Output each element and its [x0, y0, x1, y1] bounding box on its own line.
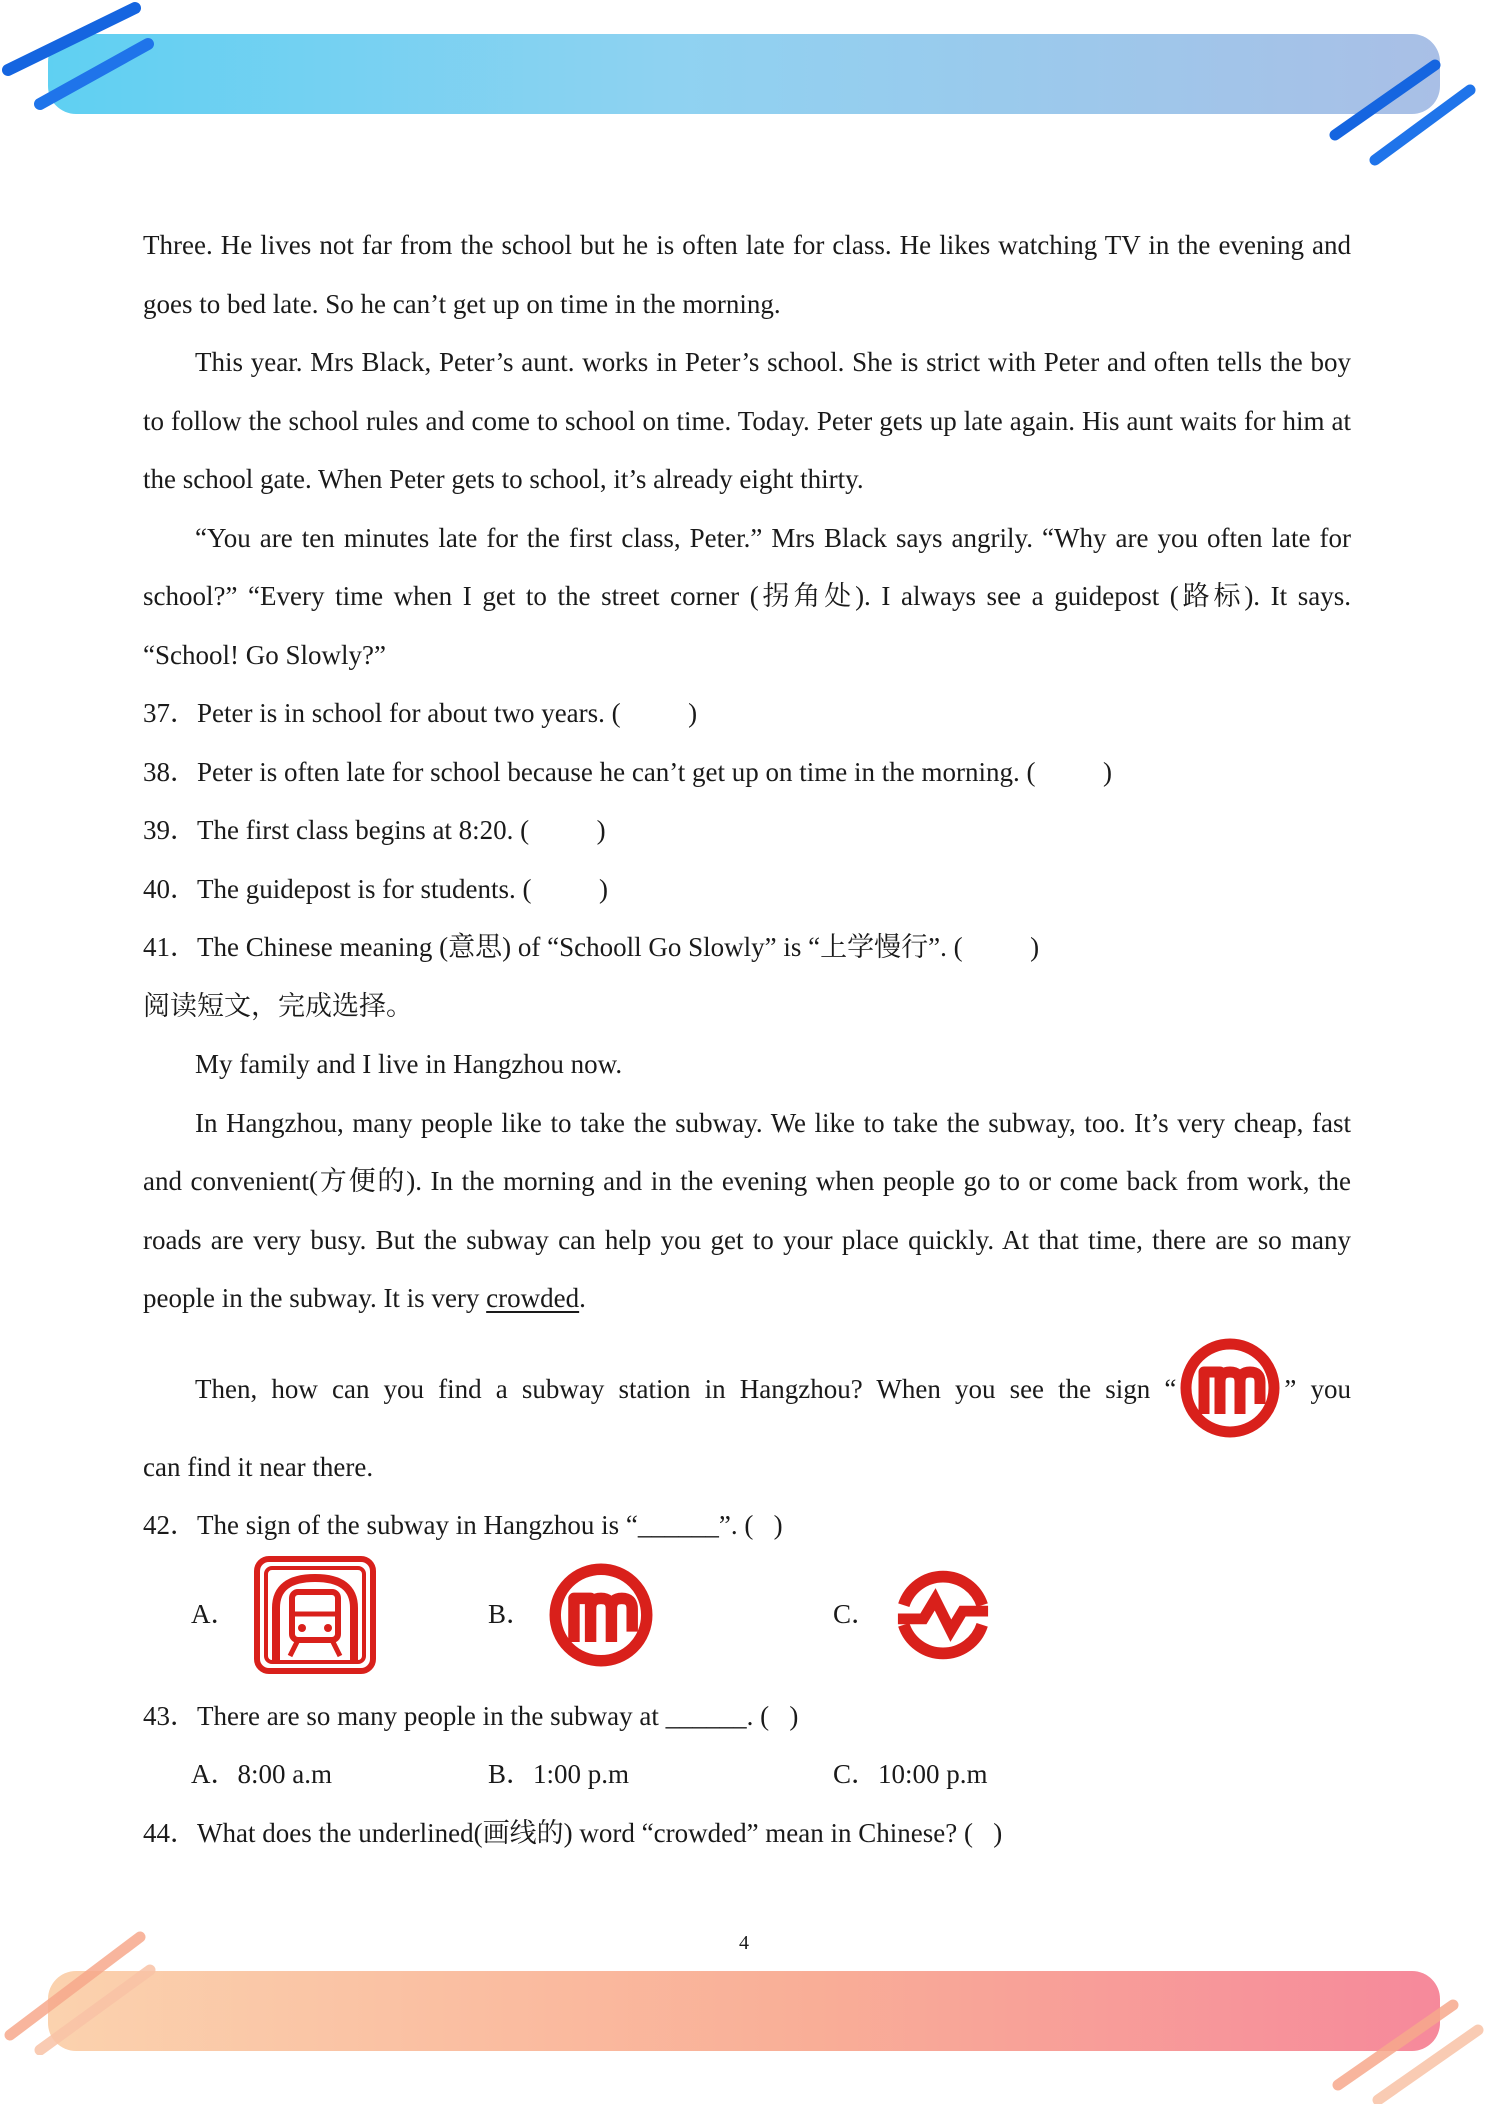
- shanghai-metro-logo-icon: [894, 1566, 992, 1664]
- question-40: 40．The guidepost is for students. ( ): [143, 873, 608, 904]
- option-label: C．: [833, 1599, 879, 1630]
- hangzhou-metro-logo-icon: [1180, 1338, 1280, 1438]
- hangzhou-metro-logo-icon: [549, 1563, 653, 1667]
- option-label: A．: [191, 1599, 238, 1630]
- question-43: 43．There are so many people in the subway at ______. ( ): [143, 1700, 799, 1731]
- passage2-paragraph-3-cont: can find it near there.: [143, 1451, 374, 1482]
- option-43-c[interactable]: C．10:00 p.m: [833, 1759, 988, 1789]
- question-37: 37．Peter is in school for about two years. ( ): [143, 698, 698, 728]
- option-43-a[interactable]: A．8:00 a.m: [191, 1759, 332, 1789]
- header-banner: [48, 34, 1440, 114]
- page-number: 4: [739, 1932, 749, 1954]
- section-instruction: 阅读短文，完成选择。: [143, 990, 413, 1021]
- passage1-paragraph-3: “You are ten minutes late for the first class, Peter.” Mrs Black says angrily. “Why are you often late for school?” “Every time when I get to the street corner (拐角处). I always see a guidepost (路标). It says. “School! Go Slowly?”: [143, 522, 1351, 670]
- question-42-options: [143, 1555, 1351, 1675]
- question-44: 44．What does the underlined(画线的) word “crowded” mean in Chinese? ( ): [143, 1817, 1003, 1848]
- option-42-a[interactable]: [191, 1555, 376, 1675]
- question-39: 39．The first class begins at 8:20. ( ): [143, 815, 606, 845]
- metro-train-logo-icon: [254, 1556, 376, 1674]
- footer-banner: [48, 1971, 1440, 2051]
- passage2-paragraph-3-text: Then, how can you find a subway station in Hangzhou? When you see the sign “: [195, 1373, 1177, 1404]
- passage2-paragraph-1: My family and I live in Hangzhou now.: [195, 1049, 623, 1079]
- question-38: 38．Peter is often late for school because he can’t get up on time in the morning. ( ): [143, 756, 1112, 787]
- passage2-paragraph-3-tail: ” you: [1284, 1373, 1351, 1404]
- passage2-paragraph-3: [143, 1342, 1351, 1432]
- option-label: B．: [488, 1599, 534, 1630]
- passage2-paragraph-2: [143, 1094, 1351, 1328]
- passage1-paragraph-2: This year. Mrs Black, Peter’s aunt. works in Peter’s school. She is strict with Peter and often tells the boy to follow the school rules and come to school on time. Today. Peter gets up late again. His aunt waits for him at the school gate. When Peter gets to school, it’s already eight thirty.: [143, 347, 1351, 494]
- question-42: 42．The sign of the subway in Hangzhou is “______”. ( ): [143, 1510, 783, 1540]
- option-42-c[interactable]: [833, 1555, 992, 1675]
- option-43-b[interactable]: B．1:00 p.m: [488, 1759, 630, 1789]
- passage2-paragraph-2-end: .: [579, 1283, 586, 1313]
- passage2-paragraph-2-text: In Hangzhou, many people like to take the subway. We like to take the subway, too. It’s very cheap, fast and convenient(方便的). In the morning and in the evening when people go to or come back from work, the roads are very busy. But the subway can help you get to your place quickly. At that time, there are so many people in the subway. It is very: [143, 1107, 1351, 1313]
- page-content: [143, 216, 1351, 1862]
- option-42-b[interactable]: [488, 1555, 653, 1675]
- question-43-options: [143, 1745, 1351, 1804]
- underlined-word-crowded: crowded: [486, 1283, 580, 1313]
- top-right-stripes-icon: [1320, 50, 1488, 180]
- question-41: 41．The Chinese meaning (意思) of “Schooll Go Slowly” is “上学慢行”. ( ): [143, 932, 1040, 962]
- top-left-stripes-icon: [0, 0, 170, 120]
- bottom-right-stripes-icon: [1318, 1990, 1488, 2104]
- passage1-paragraph-1: Three. He lives not far from the school but he is often late for class. He likes watching TV in the evening and goes to bed late. So he can’t get up on time in the morning.: [143, 230, 1351, 319]
